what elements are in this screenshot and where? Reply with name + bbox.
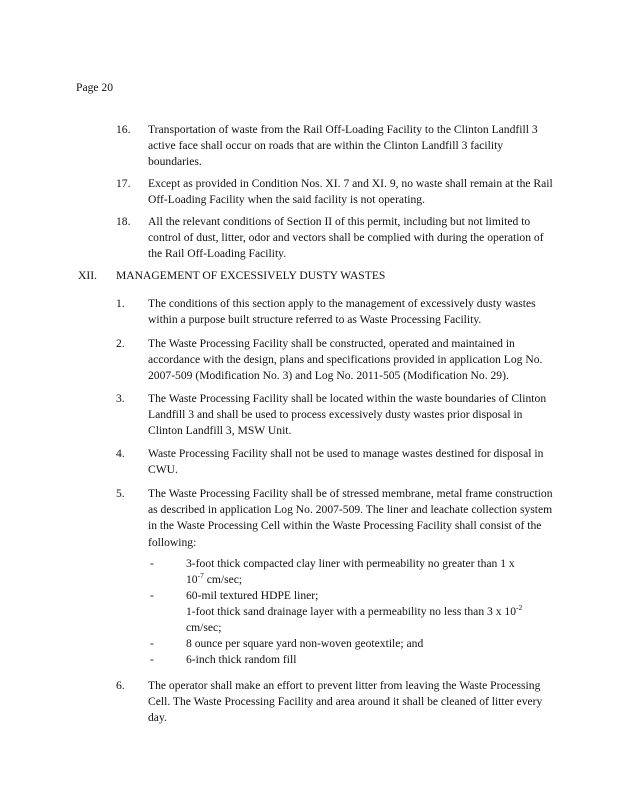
- paragraph: The conditions of this section apply to the management of excessively dusty wastes within a purpose built structure referred to as Waste Processing Facility.: [148, 297, 536, 327]
- bullet-marker: -: [150, 653, 154, 666]
- item-number: 16.: [116, 123, 131, 136]
- bullet-text: 8 ounce per square yard non-woven geotextile; and: [186, 637, 424, 650]
- paragraph: The Waste Processing Facility shall be of stressed membrane, metal frame construction as described in application Log No. 2007-509. The liner and leachate collection system in the Waste Processing Cell within the Waste Processing Facility shall consist of the following:: [148, 487, 553, 549]
- item-number: 2.: [116, 337, 125, 350]
- exponent: -7: [197, 571, 204, 580]
- paragraph: Transportation of waste from the Rail Off-Loading Facility to the Clinton Landfill 3 active face shall occur on roads that are within the Clinton Landfill 3 facility boundaries.: [148, 123, 538, 169]
- bullet-text: 60-mil textured HDPE liner;: [186, 589, 319, 602]
- paragraph: All the relevant conditions of Section II of this permit, including but not limited to control of dust, litter, odor and vectors shall be complied with during the operation of the Rail Off-Loading Facility.: [148, 215, 544, 261]
- bullet-text-continued: $10^{-7}$ cm/sec;: [186, 571, 243, 586]
- item-number: 17.: [116, 177, 131, 190]
- page-number: Page 20: [76, 81, 114, 94]
- bullet-marker: -: [150, 589, 154, 602]
- item-number: 3.: [116, 392, 125, 405]
- section-title: MANAGEMENT OF EXCESSIVELY DUSTY WASTES: [116, 269, 386, 282]
- bullet-marker: -: [150, 557, 154, 570]
- paragraph: Waste Processing Facility shall not be used to manage wastes destined for disposal in CWU.: [148, 447, 544, 477]
- paragraph: Except as provided in Condition Nos. XI. 7 and XI. 9, no waste shall remain at the Rail Off-Loading Facility when the said facility is not operating.: [148, 177, 553, 207]
- paragraph: The Waste Processing Facility shall be constructed, operated and maintained in accordance with the design, plans and specifications provided in application Log No. 2007-509 (Modification No. 3) and Log No. 2011-505 (Modification No. 29).: [148, 337, 543, 383]
- item-number: 5.: [116, 487, 125, 500]
- paragraph: The Waste Processing Facility shall be located within the waste boundaries of Clinton Landfill 3 and shall be used to process excessively dusty wastes prior disposal in Clinton Landfill 3, MSW Unit.: [148, 392, 547, 438]
- section-number: XII.: [78, 269, 97, 282]
- bullet-text-continued: cm/sec;: [186, 621, 222, 634]
- bullet-text: 6-inch thick random fill: [186, 653, 297, 666]
- item-number: 6.: [116, 679, 125, 692]
- bullet-marker: -: [150, 637, 154, 650]
- item-number: 1.: [116, 297, 125, 310]
- bullet-text: 3-foot thick compacted clay liner with permeability no greater than 1 x: [186, 557, 515, 570]
- bullet-text: 1-foot thick sand drainage layer with a permeability no less than 3 x $10^{-2}$: [186, 603, 523, 618]
- item-number: 18.: [116, 215, 131, 228]
- paragraph: The operator shall make an effort to prevent litter from leaving the Waste Processing Cell. The Waste Processing Facility and area around it shall be cleaned of litter every day.: [148, 679, 543, 725]
- exponent: -2: [516, 603, 523, 612]
- item-number: 4.: [116, 447, 125, 460]
